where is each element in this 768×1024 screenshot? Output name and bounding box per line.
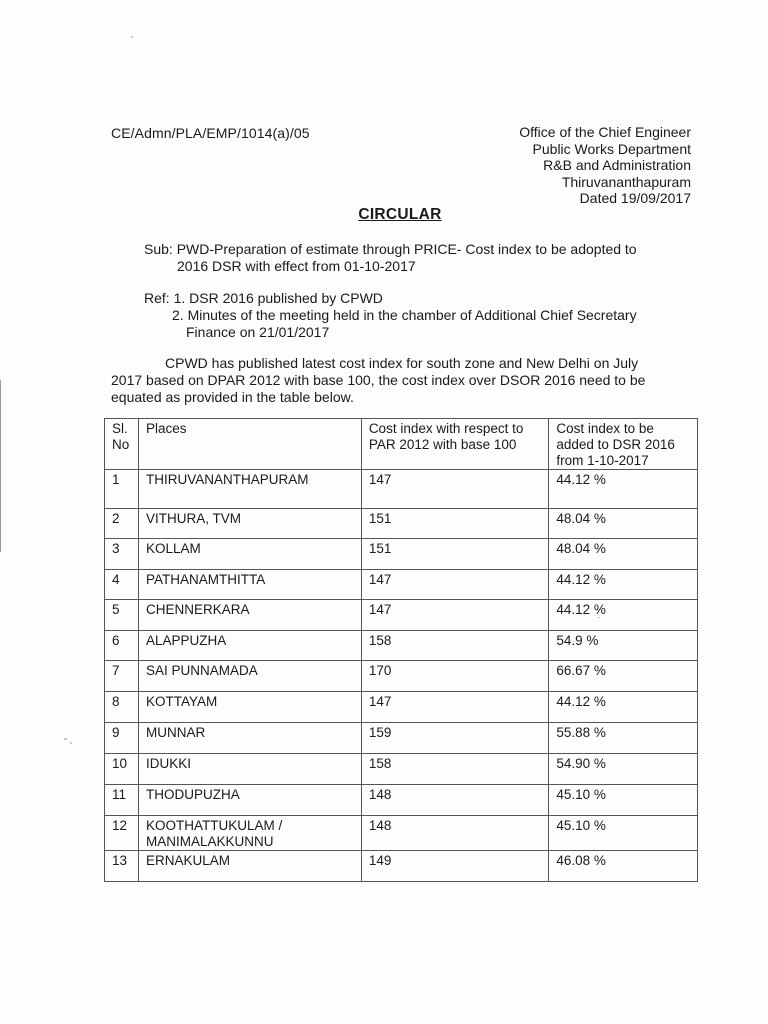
added-index-cell: 48.04 % <box>549 509 698 539</box>
sl-no-cell: 11 <box>105 785 139 816</box>
place-cell: KOTTAYAM <box>138 692 361 723</box>
place-cell: VITHURA, TVM <box>138 509 361 539</box>
paragraph-line: CPWD has published latest cost index for south zone and New Delhi on July <box>165 355 639 371</box>
table-row <box>105 570 698 600</box>
place-cell: KOLLAM <box>138 539 361 570</box>
subject-line: 2016 DSR with effect from 01-10-2017 <box>177 258 416 274</box>
added-index-cell: 44.12 % <box>549 600 698 631</box>
cost-index-cell: 149 <box>361 851 549 882</box>
reference-number: CE/Admn/PLA/EMP/1014(a)/05 <box>111 125 310 141</box>
scan-speck <box>131 36 133 38</box>
place-cell: THIRUVANANTHAPURAM <box>138 470 361 509</box>
cost-index-cell: 147 <box>361 470 549 509</box>
place-cell: SAI PUNNAMADA <box>138 661 361 692</box>
place-cell: KOOTHATTUKULAM / MANIMALAKKUNNU <box>138 816 361 851</box>
header-places <box>138 419 361 470</box>
cost-index-cell: 151 <box>361 509 549 539</box>
office-address-block <box>519 124 691 207</box>
table-row <box>105 470 698 509</box>
cost-index-cell: 147 <box>361 692 549 723</box>
table-row <box>105 723 698 754</box>
sl-no-cell: 5 <box>105 600 139 631</box>
table-row <box>105 631 698 661</box>
body-paragraph <box>111 355 711 406</box>
sl-no-cell: 3 <box>105 539 139 570</box>
table-row <box>105 661 698 692</box>
added-index-cell: 44.12 % <box>549 570 698 600</box>
office-line: Office of the Chief Engineer <box>519 124 691 140</box>
table-row <box>105 851 698 882</box>
table-row <box>105 539 698 570</box>
sl-no-cell: 12 <box>105 816 139 851</box>
place-cell: CHENNERKARA <box>138 600 361 631</box>
place-cell: ALAPPUZHA <box>138 631 361 661</box>
added-index-cell: 54.90 % <box>549 754 698 785</box>
header-added-index-text: Cost index to be added to DSR 2016 from 1-10-2017 <box>556 421 675 468</box>
date-line: Dated 19/09/2017 <box>579 190 691 206</box>
table-row <box>105 692 698 723</box>
header-sl-no-text: Sl. No <box>112 421 130 452</box>
cost-index-cell: 147 <box>361 570 549 600</box>
cost-index-cell: 148 <box>361 785 549 816</box>
sl-no-cell: 1 <box>105 470 139 509</box>
added-index-cell: 45.10 % <box>549 816 698 851</box>
office-line: R&B and Administration <box>543 157 691 173</box>
added-index-cell: 44.12 % <box>549 470 698 509</box>
table-row <box>105 816 698 851</box>
table-row <box>105 600 698 631</box>
header-cost-index-text: Cost index with respect to PAR 2012 with base 100 <box>368 421 524 452</box>
added-index-cell: 45.10 % <box>549 785 698 816</box>
added-index-cell: 48.04 % <box>549 539 698 570</box>
table-header-row <box>105 419 698 470</box>
added-index-cell: 55.88 % <box>549 723 698 754</box>
header-sl-no <box>105 419 139 470</box>
table-row <box>105 509 698 539</box>
scan-speck <box>70 742 72 744</box>
sl-no-cell: 4 <box>105 570 139 600</box>
cost-index-table <box>104 418 698 882</box>
sl-no-cell: 9 <box>105 723 139 754</box>
place-cell: PATHANAMTHITTA <box>138 570 361 600</box>
added-index-cell: 46.08 % <box>549 851 698 882</box>
added-index-cell: 44.12 % <box>549 692 698 723</box>
cost-index-cell: 148 <box>361 816 549 851</box>
place-cell: ERNAKULAM <box>138 851 361 882</box>
header-places-text: Places <box>145 421 187 436</box>
reference-line: 2. Minutes of the meeting held in the chamber of Additional Chief Secretary <box>172 307 637 323</box>
place-cell: IDUKKI <box>138 754 361 785</box>
references-block <box>144 290 704 341</box>
scan-speck <box>64 738 67 740</box>
sl-no-cell: 2 <box>105 509 139 539</box>
sl-no-cell: 10 <box>105 754 139 785</box>
added-index-cell: 66.67 % <box>549 661 698 692</box>
table-row <box>105 754 698 785</box>
paragraph-line: equated as provided in the table below. <box>111 389 354 405</box>
cost-index-cell: 158 <box>361 754 549 785</box>
sl-no-cell: 6 <box>105 631 139 661</box>
reference-line: Finance on 21/01/2017 <box>186 324 330 340</box>
sl-no-cell: 7 <box>105 661 139 692</box>
cost-index-cell: 151 <box>361 539 549 570</box>
sl-no-cell: 13 <box>105 851 139 882</box>
cost-index-cell: 170 <box>361 661 549 692</box>
subject-block <box>144 241 704 275</box>
document-title: CIRCULAR <box>358 206 442 223</box>
cost-index-cell: 158 <box>361 631 549 661</box>
header-added-index <box>549 419 698 470</box>
cost-index-cell: 147 <box>361 600 549 631</box>
place-cell: MUNNAR <box>138 723 361 754</box>
office-line: Public Works Department <box>532 140 691 157</box>
table-row <box>105 785 698 816</box>
paragraph-line: 2017 based on DPAR 2012 with base 100, the cost index over DSOR 2016 need to be <box>111 372 646 388</box>
reference-line: Ref: 1. DSR 2016 published by CPWD <box>144 290 383 306</box>
cost-index-cell: 159 <box>361 723 549 754</box>
header-cost-index <box>361 419 549 470</box>
added-index-cell: 54.9 % <box>549 631 698 661</box>
table-body <box>105 470 698 882</box>
subject-line: Sub: PWD-Preparation of estimate through PRICE- Cost index to be adopted to <box>144 241 637 257</box>
office-line: Thiruvananthapuram <box>561 173 691 190</box>
place-cell: THODUPUZHA <box>138 785 361 816</box>
scan-edge-mark <box>0 380 1 552</box>
sl-no-cell: 8 <box>105 692 139 723</box>
